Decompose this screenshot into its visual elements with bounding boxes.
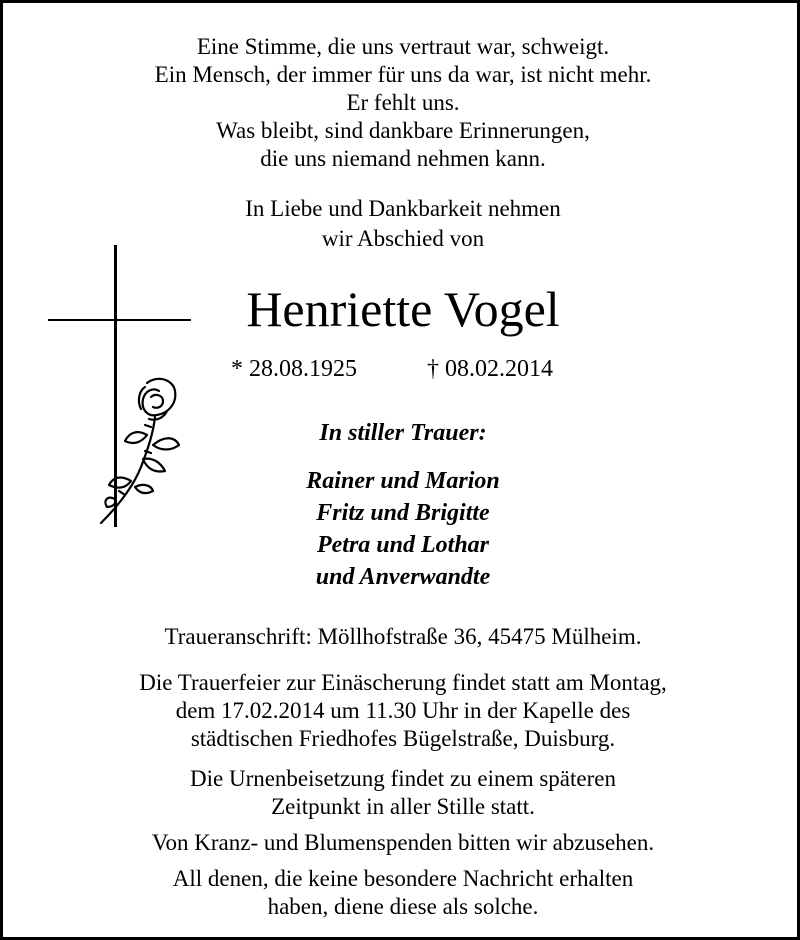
- ceremony-line-1: Die Trauerfeier zur Einäscherung findet statt am Montag,: [139, 670, 667, 695]
- mourners-heading: In stiller Trauer:: [319, 420, 487, 446]
- deceased-name: Henriette Vogel: [246, 281, 560, 337]
- mourning-address: Traueranschrift: Möllhofstraße 36, 45475 Mülheim.: [164, 624, 642, 649]
- ceremony-line-3: städtischen Friedhofes Bügelstraße, Duisburg.: [190, 726, 616, 751]
- intro-line-2: wir Abschied von: [321, 226, 485, 251]
- poem-line-2: Ein Mensch, der immer für uns da war, ist nicht mehr.: [154, 62, 652, 87]
- birth-date: * 28.08.1925: [231, 356, 357, 382]
- poem-line-3: Er fehlt uns.: [346, 90, 460, 115]
- death-date: † 08.02.2014: [427, 356, 553, 382]
- closing-line-2: haben, diene diese als solche.: [267, 894, 539, 919]
- flowers-note: Von Kranz- und Blumenspenden bitten wir abzusehen.: [151, 830, 655, 855]
- closing-line-1: All denen, die keine besondere Nachricht erhalten: [172, 866, 634, 891]
- ceremony-line-2: dem 17.02.2014 um 11.30 Uhr in der Kapelle des: [175, 698, 631, 723]
- burial-line-2: Zeitpunkt in aller Stille statt.: [271, 794, 535, 819]
- mourner-line-4: und Anverwandte: [315, 564, 491, 590]
- poem-line-5: die uns niemand nehmen kann.: [260, 146, 546, 171]
- burial-line-1: Die Urnenbeisetzung findet zu einem späteren: [190, 766, 616, 791]
- mourner-line-2: Fritz und Brigitte: [316, 500, 490, 526]
- mourner-line-3: Petra und Lothar: [316, 532, 490, 558]
- mourner-line-1: Rainer und Marion: [306, 468, 500, 494]
- intro-line-1: In Liebe und Dankbarkeit nehmen: [245, 196, 561, 221]
- poem-line-1: Eine Stimme, die uns vertraut war, schweigt.: [196, 34, 610, 59]
- poem-line-4: Was bleibt, sind dankbare Erinnerungen,: [216, 118, 590, 143]
